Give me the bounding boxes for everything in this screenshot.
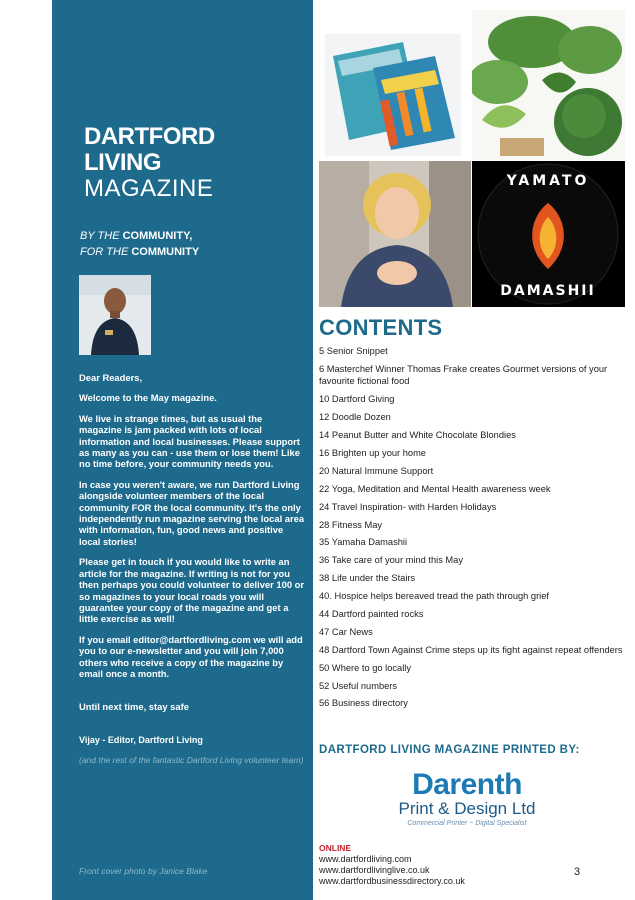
tagline-by: BY THE (80, 230, 123, 242)
yamato-bottom-text: DAMASHII (500, 283, 596, 299)
letter-paragraph-5: If you email editor@dartfordliving.com we will add you to our e-newsletter and you will join 7,000 others who receive a copy of the magazine by email once a month. (79, 633, 303, 679)
contents-item: 5 Senior Snippet (319, 346, 388, 356)
contents-item: 50 Where to go locally (319, 662, 411, 673)
online-links (319, 842, 465, 887)
printed-by-heading: DARTFORD LIVING MAGAZINE PRINTED BY: (319, 744, 580, 756)
contents-item: 38 Life under the Stairs (319, 573, 416, 584)
printer-logo-tagline: Commercial Printer ~ Digital Specialist (407, 820, 527, 827)
contents-item: 36 Take care of your mind this May (319, 555, 463, 566)
contents-item: 52 Useful numbers (319, 680, 398, 691)
letter-signoff: Until next time, stay safe (79, 701, 189, 713)
contents-item: 44 Dartford painted rocks (319, 608, 424, 619)
tagline (80, 228, 199, 260)
books-photo (325, 34, 461, 156)
online-label: ONLINE (319, 843, 352, 853)
contents-item: 22 Yoga, Meditation and Mental Health awareness week (319, 483, 551, 494)
contents-item: 10 Dartford Giving (319, 394, 395, 405)
yamato-top-text: YAMATO (506, 173, 590, 189)
letter-paragraph-3: In case you weren't aware, we run Dartford Living alongside volunteer members of the local community FOR the local community. It's the only independently run magazine serving the local area with information, fun, good news and positive local stories! (79, 478, 305, 547)
page-number: 3 (574, 866, 581, 878)
portrait-photo (319, 161, 471, 307)
letter-signature: Vijay - Editor, Dartford Living (79, 734, 203, 745)
contents-item: 47 Car News (319, 626, 373, 637)
contents-item: 56 Business directory (319, 698, 408, 709)
contents-item: 20 Natural Immune Support (319, 465, 434, 476)
contents-item: 14 Peanut Butter and White Chocolate Blondies (319, 430, 516, 441)
tagline-community-1: COMMUNITY, (122, 230, 193, 242)
contents-list (319, 345, 624, 715)
letter-greeting: Dear Readers, (79, 372, 143, 383)
letter-paragraph-2: We live in strange times, but as usual the magazine is jam packed with lots of local information and local businesses. Please support as many as you can - use them or lose them! Like no time before, your community needs you. (79, 412, 300, 470)
letter-paragraph-4: Please get in touch if you would like to write an article for the magazine. If writing is not for you then perhaps you could volunteer to deliver 100 or so magazines to your local roads you will guarantee your copy of the magazine and get a little exercise as well! (79, 556, 305, 625)
tagline-for: FOR THE (80, 246, 132, 258)
editor-photo (79, 275, 151, 355)
contents-item: 6 Masterchef Winner Thomas Frake creates Gourmet versions of your favourite fictional food (319, 363, 608, 387)
contents-item: 16 Brighten up your home (319, 447, 426, 458)
printer-logo-name: Darenth (412, 768, 522, 801)
contents-item: 35 Yamaha Damashii (319, 537, 408, 548)
printer-logo-subtitle: Print & Design Ltd (398, 799, 536, 818)
contents-item: 24 Travel Inspiration- with Harden Holidays (319, 501, 497, 512)
contents-title: CONTENTS (319, 315, 443, 340)
contents-item: 40. Hospice helps bereaved tread the path through grief (319, 591, 549, 602)
online-link[interactable]: www.dartfordlivinglive.co.uk (319, 865, 430, 875)
letter-thanks: (and the rest of the fantastic Dartford Living volunteer team) (79, 755, 304, 766)
contents-item: 28 Fitness May (319, 519, 383, 530)
printer-logo (387, 770, 547, 827)
title-line-1: DARTFORD (84, 123, 215, 150)
tagline-community-2: COMMUNITY (131, 246, 200, 258)
online-link[interactable]: www.dartfordbusinessdirectory.co.uk (319, 876, 465, 886)
online-link[interactable]: www.dartfordliving.com (319, 854, 412, 864)
editor-letter (79, 372, 307, 776)
cover-photo-credit: Front cover photo by Janice Blake (79, 866, 208, 876)
letter-paragraph-1: Welcome to the May magazine. (79, 392, 217, 404)
title-line-2: LIVING (84, 149, 162, 176)
title-line-3: MAGAZINE (84, 175, 214, 202)
yamato-damashii-logo (472, 161, 625, 307)
contents-item: 48 Dartford Town Against Crime steps up its fight against repeat offenders (319, 644, 623, 655)
houseplants-photo (472, 10, 625, 160)
contents-item: 12 Doodle Dozen (319, 412, 391, 423)
magazine-title (84, 124, 215, 202)
